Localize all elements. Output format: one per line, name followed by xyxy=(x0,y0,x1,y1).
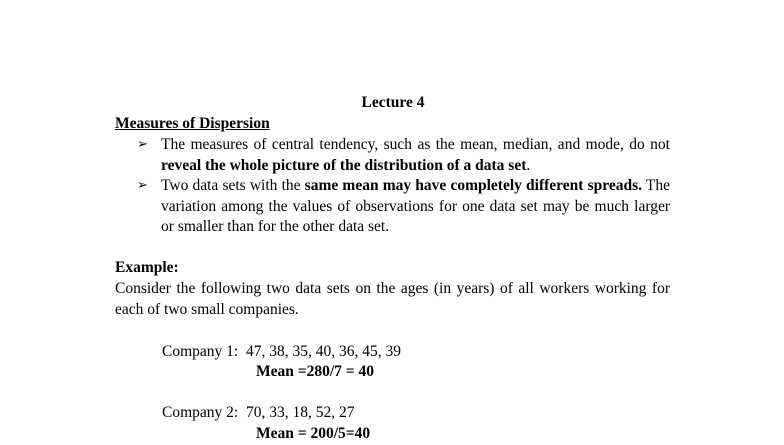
bullet-text xyxy=(161,176,670,238)
bullet-text-part: The variation among the values of observations for one data set may be much larger or smaller than for the other data set. xyxy=(161,177,670,235)
company-data-line: Company 2: 70, 33, 18, 52, 27 xyxy=(162,404,355,421)
bullet-text xyxy=(161,135,670,176)
bullet-bold-text: same mean may have completely different spreads. xyxy=(304,177,643,194)
bullet-text-part: Two data sets with the xyxy=(161,177,305,194)
section-heading: Measures of Dispersion xyxy=(115,115,270,132)
lecture-title: Lecture 4 xyxy=(361,94,425,111)
bullet-text-part: . xyxy=(526,156,531,174)
example-paragraph: Consider the following two data sets on the ages (in years) of all workers working for each of two small companies. xyxy=(115,280,670,318)
company-mean-line: Mean =280/7 = 40 xyxy=(256,363,374,380)
bullet-bold-text: reveal the whole picture of the distribution of a data set xyxy=(161,156,527,174)
company-mean-line: Mean = 200/5=40 xyxy=(256,425,371,442)
bullet-text-part: The measures of central tendency, such as the mean, median, and mode, do not xyxy=(161,136,670,153)
arrow-bullet-icon: ➢ xyxy=(137,137,148,152)
company-data-line: Company 1: 47, 38, 35, 40, 36, 45, 39 xyxy=(162,343,401,360)
bullet-item xyxy=(137,135,670,176)
arrow-bullet-icon: ➢ xyxy=(137,178,148,193)
bullet-item xyxy=(137,176,670,238)
example-heading: Example: xyxy=(115,259,179,276)
